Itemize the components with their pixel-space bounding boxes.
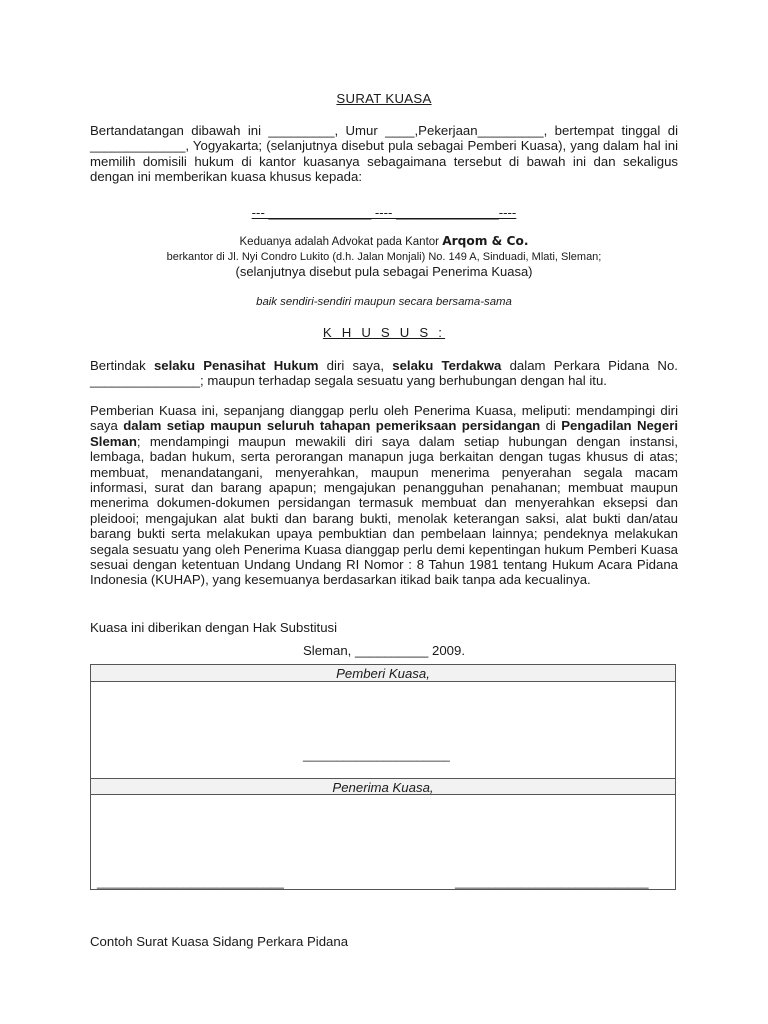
document-title: SURAT KUASA	[336, 91, 432, 106]
khusus-heading: K H U S U S :	[322, 325, 446, 340]
receiver-note: (selanjutnya disebut pula sebagai Penerima Kuasa)	[235, 264, 533, 279]
grantor-paragraph: Bertandatangan dibawah ini _________, Umur ____,Pekerjaan_________, bertempat tinggal di _____________, Yogyakarta; (selanjutnya disebut pula sebagai Pemberi Kuasa), yang dalam hal ini memilih domisili hukum di kantor kuasanya sebagaimana tersebut di bawah ini dan sekaligus dengan ini memberikan kuasa khusus kepada:	[90, 123, 678, 185]
office-address: berkantor di Jl. Nyi Condro Lukito (d.h. Jalan Monjali) No. 149 A, Sinduadi, Mlati, Sleman;	[166, 251, 602, 263]
signature-table	[90, 664, 676, 890]
text-span: Pemberian Kuasa ini, sepanjang dianggap perlu oleh Penerima Kuasa, meliputi: mendampingi diri saya	[90, 403, 678, 434]
receiver-signature-line-2: _____________________________	[455, 875, 649, 889]
text-span: Bertindak	[90, 358, 154, 373]
receiver-header: Penerima Kuasa,	[91, 778, 675, 795]
text-span: diri saya,	[318, 358, 393, 373]
advocate-prefix: Keduanya adalah Advokat pada Kantor	[239, 236, 443, 248]
bold-span: selaku Penasihat Hukum	[153, 358, 319, 373]
receiver-signature-line-1: ____________________________	[97, 875, 284, 889]
jointly-note: baik sendiri-sendiri maupun secara bersama-sama	[256, 296, 512, 308]
giver-signature-line: ______________________	[303, 748, 450, 762]
bold-span: selaku Terdakwa	[392, 358, 502, 373]
text-span: dalam Perkara Pidana No. _______________; maupun terhadap segala sesuatu yang berhubungan dengan hal itu.	[90, 358, 678, 389]
advocate-office-line	[90, 234, 678, 250]
text-span: ; mendampingi maupun mewakili diri saya dalam setiap hubungan dengan instansi, lembaga, badan hukum, serta perorangan manapun juga berkaitan dengan tugas khusus di atas; membuat, menandatangani, menyerahkan, maupun menerima penyerahan segala macam informasi, surat dan barang apapun; mengajukan penangguhan penahanan; membuat maupun menerima dokumen-dokumen persidangan termasuk membuat dan menyerahkan eksepsi dan pleidooi; mengajukan alat bukti dan barang bukti, menolak keterangan saksi, alat bukti dan/atau barang bukti serta melakukan upaya pembuktian dan pembelaan lainnya; pendeknya melakukan segala sesuatu yang oleh Penerima Kuasa dianggap perlu demi kepentingan hukum Pemberi Kuasa sesuai dengan ketentuan Undang Undang RI Nomor : 8 Tahun 1981 tentang Hukum Acara Pidana Indonesia (KUHAP), yang kesemuanya berdasarkan itikad baik tanpa ada kecualinya.	[90, 433, 678, 588]
bold-span: Pengadilan Negeri Sleman	[90, 418, 678, 449]
text-span: di	[540, 418, 562, 434]
bold-span: dalam setiap maupun seluruh tahapan pemeriksaan persidangan	[123, 418, 541, 434]
scope-paragraph	[90, 403, 678, 588]
giver-header: Pemberi Kuasa,	[91, 665, 675, 682]
role-paragraph	[90, 358, 678, 389]
substitution-note: Kuasa ini diberikan dengan Hak Substitusi	[90, 620, 338, 635]
advocate-office-name: Arqom & Co.	[442, 234, 529, 248]
advocate-name-blanks: --- ______________ ---- ______________----	[251, 205, 517, 220]
date-line: Sleman, __________ 2009.	[302, 643, 466, 658]
footer-caption: Contoh Surat Kuasa Sidang Perkara Pidana	[90, 934, 349, 949]
